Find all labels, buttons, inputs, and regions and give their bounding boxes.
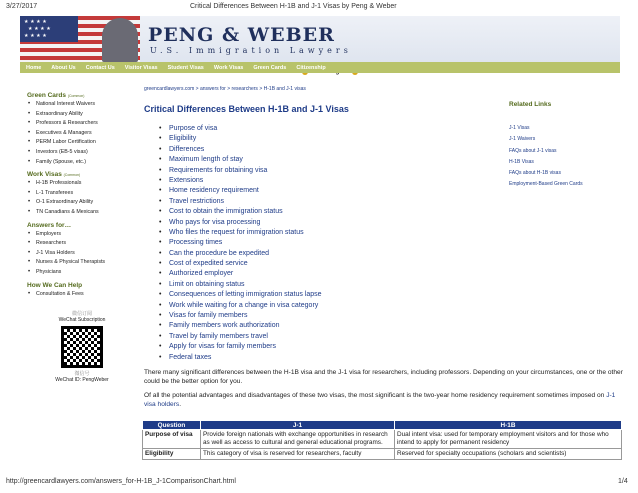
print-title: Critical Differences Between H-1B and J-1 Visas by Peng & Weber — [190, 3, 397, 10]
wechat-sub-caption: WeChat Subscription — [58, 317, 106, 324]
toc-link[interactable]: • Travel restrictions — [163, 197, 322, 207]
answers-for-heading: Answers for… — [27, 221, 72, 229]
toc-link[interactable]: • Apply for visas for family members — [163, 342, 322, 352]
flag-image: ★ ★ ★ ★ ★ ★ ★ ★ ★ ★ ★ ★ — [20, 16, 140, 62]
nav-green-cards[interactable]: Green Cards — [253, 64, 287, 71]
nav-contact-us[interactable]: Contact Us — [85, 64, 115, 71]
logo-name[interactable]: PENG & WEBER — [148, 24, 335, 46]
column-header: Question — [143, 421, 201, 430]
sidebar-item[interactable]: • National Interest Waivers — [27, 100, 137, 110]
j1-holders-link[interactable]: J-1 visa holders — [144, 392, 616, 408]
toc-link[interactable]: • Visas for family members — [163, 311, 322, 321]
print-header — [0, 3, 638, 13]
toc-link[interactable]: • Processing times — [163, 238, 322, 248]
toc-link[interactable]: • Maximum length of stay — [163, 155, 322, 165]
toc-link[interactable]: • Cost to obtain the immigration status — [163, 207, 322, 217]
sidebar-item[interactable]: • TN Canadians & Mexicans — [27, 208, 137, 218]
table-cell: Dual intent visa: used for temporary employment visitors and for those who intend to apply for permanent residency — [395, 430, 622, 449]
site-banner — [20, 16, 620, 62]
sidebar-item[interactable]: • O-1 Extraordinary Ability — [27, 198, 137, 208]
toc-link[interactable]: • Differences — [163, 145, 322, 155]
sidebar-item[interactable]: • Professors & Researchers — [27, 119, 137, 129]
nav-work-visas[interactable]: Work Visas — [213, 64, 244, 71]
print-url: http://greencardlawyers.com/answers_for-H-1B_J-1ComparisonChart.html — [6, 478, 236, 485]
related-links-heading: Related Links — [509, 101, 552, 108]
related-link[interactable]: J-1 Waivers — [509, 136, 536, 143]
page-title: Critical Differences Between H-1B and J-1 Visas — [144, 104, 349, 114]
qr-code-image — [61, 326, 103, 368]
column-header: J-1 — [201, 421, 395, 430]
related-link[interactable]: FAQs about J-1 visas — [509, 147, 557, 154]
nav-visitor-visas[interactable]: Visitor Visas — [124, 64, 158, 71]
toc-link[interactable]: • Eligibility — [163, 134, 322, 144]
breadcrumb[interactable]: greencardlawyers.com > answers for > researchers > H-1B and J-1 visas — [144, 86, 306, 92]
wechat-sub-cn: 微信订阅 — [71, 311, 92, 318]
sidebar-item[interactable]: • H-1B Professionals — [27, 179, 137, 189]
print-footer — [0, 478, 638, 488]
related-link[interactable]: Employment-Based Green Cards — [509, 181, 583, 188]
nav-citizenship[interactable]: Citizenship — [296, 64, 326, 71]
table-cell: Reserved for specialty occupations (scholars and scientists) — [395, 449, 622, 460]
toc-link[interactable]: • Work while waiting for a change in visa category — [163, 301, 322, 311]
sidebar-item[interactable]: • Employers — [27, 230, 137, 240]
comparison-table — [142, 420, 622, 460]
toc-link[interactable]: • Who pays for visa processing — [163, 218, 322, 228]
table-cell: Provide foreign nationals with exchange opportunities in research as well as access to cultural and general educational programs. — [201, 430, 395, 449]
logo-tagline: U.S. Immigration Lawyers — [150, 46, 352, 55]
print-page: 1/4 — [618, 478, 628, 485]
sidebar-item[interactable]: • Extraordinary Ability — [27, 110, 137, 120]
sidebar-item[interactable]: • J-1 Visa Holders — [27, 249, 137, 259]
sidebar-item[interactable]: • Consultation & Fees — [27, 290, 137, 300]
toc-link[interactable]: • Family members work authorization — [163, 321, 322, 331]
table-row — [143, 449, 622, 460]
toc-link[interactable]: • Purpose of visa — [163, 124, 322, 134]
toc-link[interactable]: • Authorized employer — [163, 269, 322, 279]
table-row — [143, 430, 622, 449]
column-header: H-1B — [395, 421, 622, 430]
toc-link[interactable]: • Cost of expedited service — [163, 259, 322, 269]
advantages-paragraph: Of all the potential advantages and disadvantages of these two visas, the most significant is the two-year home residency requirement sometimes imposed on J-1 visa holders. — [144, 392, 616, 408]
sidebar-item[interactable]: • Executives & Managers — [27, 129, 137, 139]
sidebar — [27, 88, 137, 383]
toc-link[interactable]: • Consequences of letting immigration status lapse — [163, 290, 322, 300]
toc-link[interactable]: • Requirements for obtaining visa — [163, 166, 322, 176]
related-link[interactable]: J-1 Visas — [509, 125, 530, 131]
related-link[interactable]: H-1B Visas — [509, 158, 534, 165]
wechat-id-caption: WeChat ID: PengWeber — [55, 377, 109, 384]
work-visas-heading[interactable]: Work Visas (Common) — [27, 171, 81, 179]
sidebar-item[interactable]: • Researchers — [27, 239, 137, 249]
sidebar-item[interactable]: • Investors (EB-5 visas) — [27, 148, 137, 158]
sidebar-item[interactable]: • Family (Spouse, etc.) — [27, 158, 137, 168]
wechat-id-cn: 微信号 — [74, 371, 90, 378]
main-nav — [20, 62, 620, 73]
how-we-can-help-heading: How We Can Help — [27, 281, 83, 289]
liberty-image — [102, 18, 138, 62]
sidebar-item[interactable]: • PERM Labor Certification — [27, 138, 137, 148]
table-cell: Purpose of visa — [143, 430, 201, 449]
toc-link[interactable]: • Extensions — [163, 176, 322, 186]
table-cell: This category of visa is reserved for researchers, faculty — [201, 449, 395, 460]
table-of-contents — [163, 124, 322, 363]
toc-link[interactable]: • Travel by family members travel — [163, 332, 322, 342]
sidebar-item[interactable]: • L-1 Transferees — [27, 189, 137, 199]
nav-student-visas[interactable]: Student Visas — [167, 64, 204, 71]
toc-link[interactable]: • Home residency requirement — [163, 186, 322, 196]
sidebar-item[interactable]: • Nurses & Physical Therapists — [27, 258, 137, 268]
nav-home[interactable]: Home — [26, 64, 42, 71]
nav-about-us[interactable]: About Us — [51, 64, 76, 71]
intro-paragraph: There many significant differences between the H-1B visa and the J-1 visa for researchers, including professors. Depending on your circumstances, one or the other could be the better option for you. — [144, 369, 623, 385]
sidebar-item[interactable]: • Physicians — [27, 268, 137, 278]
toc-link[interactable]: • Limit on obtaining status — [163, 280, 322, 290]
related-links — [509, 101, 583, 193]
green-cards-heading[interactable]: Green Cards (Common) — [27, 92, 85, 99]
toc-link[interactable]: • Federal taxes — [163, 353, 322, 363]
print-date: 3/27/2017 — [6, 3, 38, 10]
toc-link[interactable]: • Can the procedure be expedited — [163, 249, 322, 259]
table-cell: Eligibility — [143, 449, 201, 460]
related-link[interactable]: FAQs about H-1B visas — [509, 170, 561, 177]
toc-link[interactable]: • Who files the request for immigration status — [163, 228, 322, 238]
